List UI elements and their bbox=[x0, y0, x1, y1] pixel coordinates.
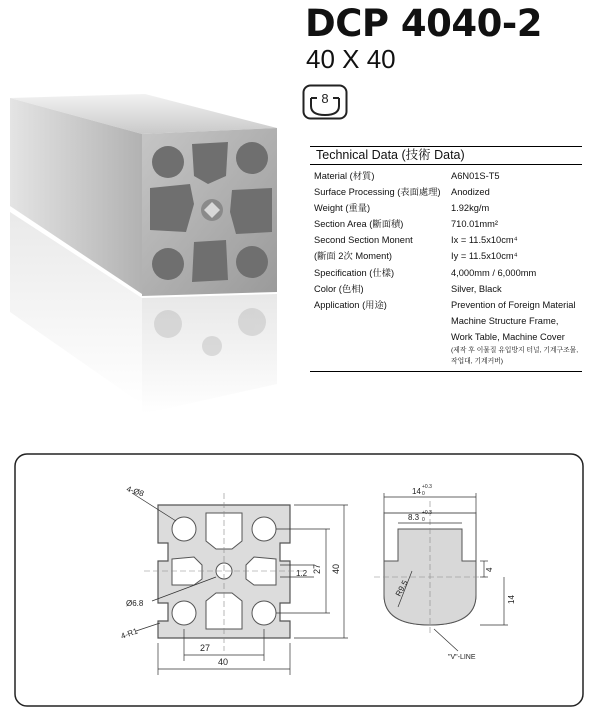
dim-slot-width-tol-upper: +0.3 bbox=[422, 484, 432, 490]
spec-label: Surface Processing (表面處理) bbox=[314, 187, 441, 198]
center-hole-callout: Ø6.8 bbox=[126, 599, 144, 608]
radius-callout: 4-R1 bbox=[119, 626, 139, 641]
hole-callout: 4-Ø8 bbox=[125, 484, 146, 499]
spec-value: Prevention of Foreign Material bbox=[451, 299, 576, 310]
spec-note bbox=[310, 345, 582, 356]
spec-label: Material (材質) bbox=[314, 171, 375, 181]
product-size: 40 X 40 bbox=[306, 44, 396, 74]
technical-drawing bbox=[14, 453, 584, 707]
spec-row-area bbox=[310, 216, 582, 232]
slot-8-icon bbox=[302, 84, 348, 120]
product-title: DCP 4040-2 bbox=[305, 2, 542, 45]
dim-slot-lip: 4 bbox=[485, 567, 494, 572]
corner-hole bbox=[172, 601, 196, 625]
dim-slot-opening-tol-upper: +0.3 bbox=[422, 510, 432, 516]
spec-label: Weight (重量) bbox=[314, 203, 371, 214]
corner-hole bbox=[252, 601, 276, 625]
corner-hole bbox=[252, 517, 276, 541]
spec-label: Section Area (斷面積) bbox=[314, 219, 404, 230]
drawing-frame bbox=[15, 454, 583, 706]
spec-value: Work Table, Machine Cover bbox=[451, 331, 565, 342]
v-line-label: "V"-LINE bbox=[448, 654, 476, 661]
spec-label: (斷面 2次 Moment) bbox=[314, 251, 393, 262]
dim-slot-opening: 8.3 bbox=[408, 513, 420, 522]
dim-inner-horizontal: 27 bbox=[200, 643, 211, 653]
spec-value: Iy = 11.5x10cm⁴ bbox=[451, 251, 518, 262]
spec-value: 1.92kg/m bbox=[451, 203, 490, 214]
dim-slot-width: 14 bbox=[412, 487, 421, 496]
slot-radius: R9.5 bbox=[393, 578, 410, 598]
dim-slot-gap: 1.2 bbox=[296, 569, 308, 578]
spec-note bbox=[310, 356, 582, 367]
spec-row-weight bbox=[310, 200, 582, 216]
spec-value: Silver, Black bbox=[451, 283, 502, 294]
spec-value: A6N01S-T5 bbox=[451, 171, 500, 181]
dim-inner-vertical: 27 bbox=[312, 563, 322, 574]
spec-row-surface bbox=[310, 184, 582, 200]
spec-note-text: 작업대, 기계커버) bbox=[451, 358, 504, 366]
spec-value: 710.01mm² bbox=[451, 219, 499, 230]
technical-data-heading: Technical Data (技術 Data) bbox=[310, 146, 582, 165]
dim-outer-horizontal: 40 bbox=[218, 657, 229, 667]
spec-value: Ix = 11.5x10cm⁴ bbox=[451, 235, 518, 246]
dim-outer-vertical: 40 bbox=[331, 563, 341, 574]
spec-row-specification bbox=[310, 265, 582, 281]
spec-note-text: (제작 후 이물질 유입방지 터널, 기계구조물, bbox=[451, 347, 579, 355]
spec-label: Color (色相) bbox=[314, 283, 364, 294]
dim-slot-width-tol-lower: 0 bbox=[422, 491, 425, 497]
spec-value: Machine Structure Frame, bbox=[451, 315, 559, 326]
spec-row-color bbox=[310, 281, 582, 297]
profile-photo bbox=[0, 84, 300, 434]
spec-row-material bbox=[310, 168, 582, 184]
spec-row-application-cont bbox=[310, 329, 582, 345]
dim-slot-depth: 14 bbox=[507, 595, 516, 604]
spec-row-moment-y bbox=[310, 248, 582, 264]
technical-data-table bbox=[310, 146, 582, 372]
spec-label: Application (用途) bbox=[314, 299, 387, 310]
dim-slot-opening-tol-lower: 0 bbox=[422, 517, 425, 523]
spec-value: 4,000mm / 6,000mm bbox=[451, 267, 537, 278]
spec-row-application bbox=[310, 297, 582, 313]
spec-row-application-cont bbox=[310, 313, 582, 329]
spec-label: Second Section Monent bbox=[314, 235, 413, 246]
spec-label: Specification (仕樣) bbox=[314, 267, 395, 278]
spec-value: Anodized bbox=[451, 187, 490, 198]
slot-badge-number: 8 bbox=[321, 91, 329, 106]
spec-row-moment-x bbox=[310, 232, 582, 248]
